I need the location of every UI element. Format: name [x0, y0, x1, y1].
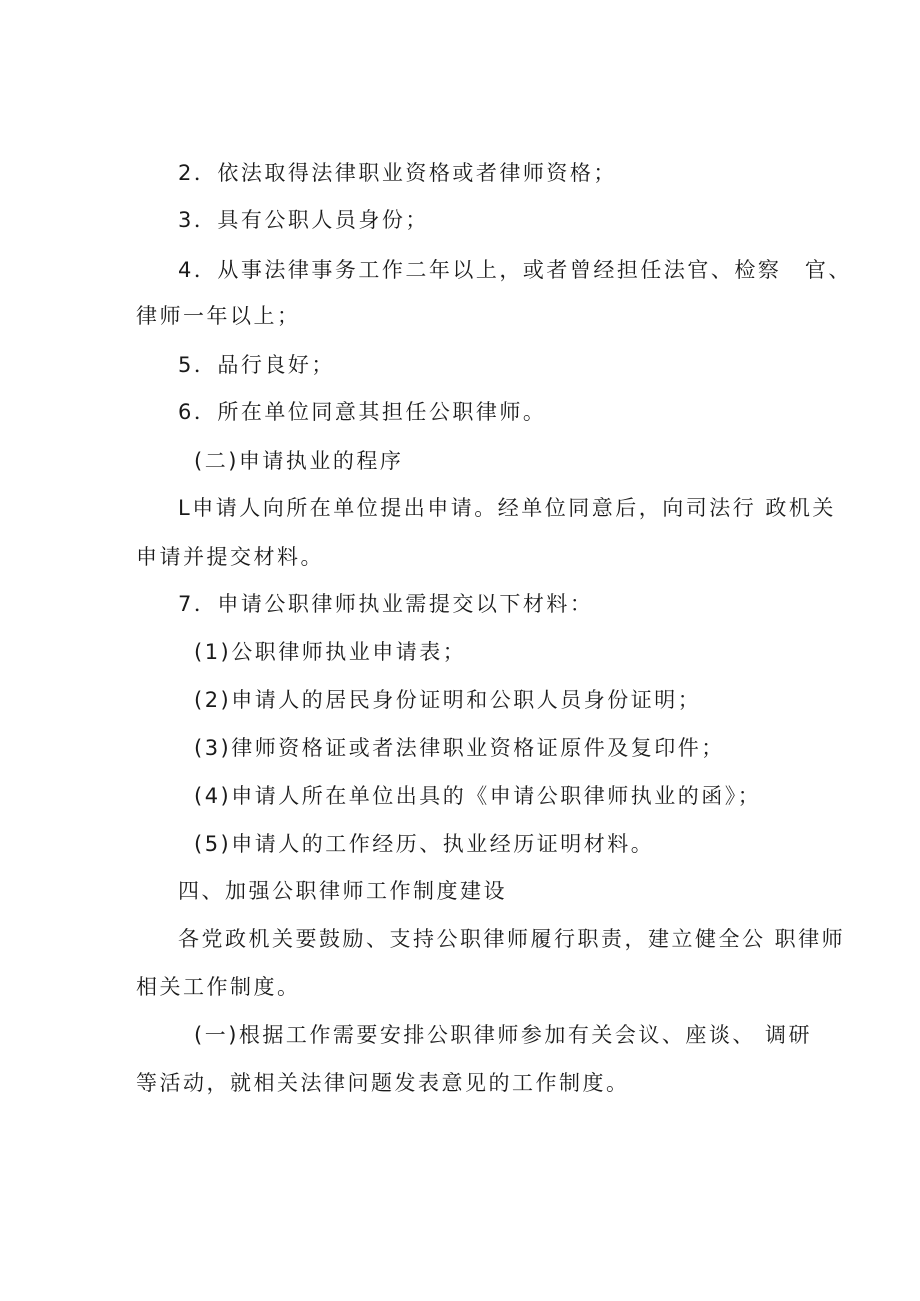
paragraph-line: L申请人向所在单位提出申请。经单位同意后，向司法行 政机关	[178, 496, 836, 520]
paragraph-line: 等活动，就相关法律问题发表意见的工作制度。	[136, 1071, 630, 1095]
paragraph-line: 5．品行良好；	[178, 353, 335, 377]
section-heading: 四、加强公职律师工作制度建设	[178, 879, 507, 903]
list-item: (5)申请人的工作经历、执业经历证明材料。	[194, 832, 655, 856]
paragraph-line: 7．申请公职律师执业需提交以下材料：	[178, 592, 594, 616]
list-item: (2)申请人的居民身份证明和公职人员身份证明；	[194, 688, 702, 712]
paragraph-line: (一)根据工作需要安排公职律师参加有关会议、座谈、 调研	[194, 1023, 813, 1047]
paragraph-line: 4．从事法律事务工作二年以上，或者曾经担任法官、检察 官、	[178, 258, 852, 282]
paragraph-line: 3．具有公职人员身份；	[178, 208, 429, 232]
paragraph-line: 2．依法取得法律职业资格或者律师资格；	[178, 161, 617, 185]
list-item: (3)律师资格证或者法律职业资格证原件及复印件；	[194, 736, 725, 760]
paragraph-line: 申请并提交材料。	[136, 545, 324, 569]
section-heading: (二)申请执业的程序	[194, 449, 404, 473]
paragraph-line: 各党政机关要鼓励、支持公职律师履行职责，建立健全公 职律师	[178, 927, 846, 951]
list-item: (1)公职律师执业申请表；	[194, 640, 467, 664]
paragraph-line: 相关工作制度。	[136, 975, 301, 999]
paragraph-line: 6．所在单位同意其担任公职律师。	[178, 400, 547, 424]
paragraph-line: 律师一年以上；	[136, 304, 301, 328]
list-item: (4)申请人所在单位出具的《申请公职律师执业的函》；	[194, 784, 762, 808]
